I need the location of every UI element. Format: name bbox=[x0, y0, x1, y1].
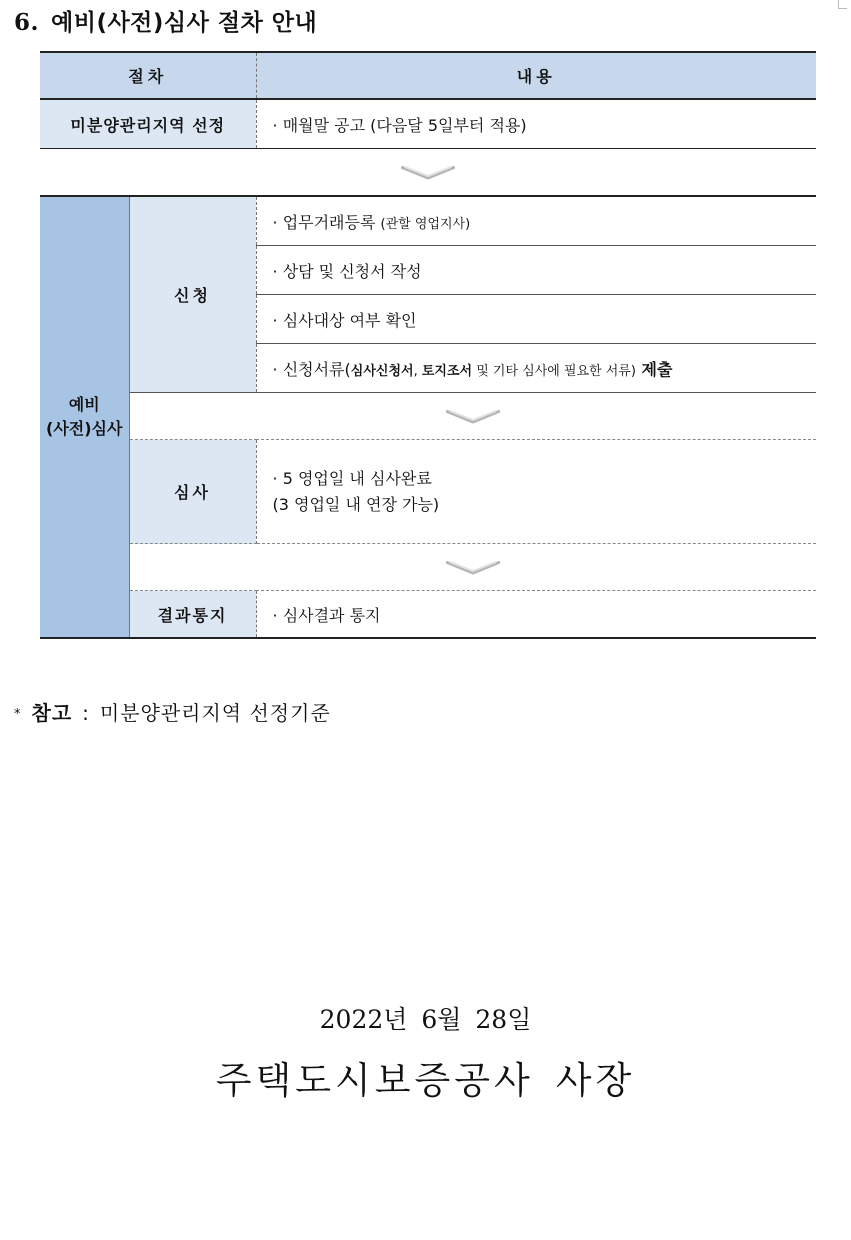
documents-bold2: 토지조서 bbox=[421, 363, 473, 379]
application-row bbox=[40, 196, 816, 246]
review-line1: · 5 영업일 내 심사완료 bbox=[272, 468, 432, 488]
application-item: · 상담 및 신청서 작성 bbox=[256, 246, 816, 295]
application-item-text: · 업무거래등록 bbox=[272, 212, 376, 232]
review-line2: (3 영업일 내 연장 가능) bbox=[272, 494, 440, 514]
procedure-table bbox=[40, 51, 816, 639]
reference-note bbox=[14, 697, 331, 726]
section-number: 6. bbox=[14, 9, 40, 36]
documents-bold1: 심사신청서 bbox=[350, 363, 414, 379]
result-label: 결과통지 bbox=[129, 591, 256, 639]
document-date: 2022년 6월 28일 bbox=[319, 1005, 532, 1034]
signature-title: 사장 bbox=[555, 1059, 636, 1102]
signature-block bbox=[0, 1050, 851, 1104]
selection-row bbox=[40, 99, 816, 149]
preliminary-label-line2: (사전)심사 bbox=[46, 419, 123, 438]
selection-label: 미분양관리지역 선정 bbox=[40, 99, 256, 149]
documents-sep: , bbox=[413, 363, 422, 379]
note-label: 참고 bbox=[31, 701, 73, 725]
application-item-documents bbox=[256, 344, 816, 393]
arrow-cell bbox=[129, 544, 816, 591]
documents-rest: 및 기타 심사에 필요한 서류) bbox=[472, 363, 636, 379]
note-colon: : bbox=[82, 701, 90, 725]
header-procedure: 절차 bbox=[40, 52, 256, 99]
application-item-note: (관할 영업지사) bbox=[380, 216, 471, 232]
section-title-text: 예비(사전)심사 절차 안내 bbox=[51, 10, 318, 36]
chevron-down-icon bbox=[401, 166, 455, 180]
note-text: 미분양관리지역 선정기준 bbox=[99, 701, 331, 725]
preliminary-review-label bbox=[40, 196, 129, 638]
arrow-row bbox=[40, 393, 816, 440]
review-label: 심사 bbox=[129, 440, 256, 544]
note-marker: * bbox=[14, 707, 22, 722]
arrow-row bbox=[40, 149, 816, 197]
section-title bbox=[14, 4, 317, 37]
arrow-row bbox=[40, 544, 816, 591]
application-label: 신청 bbox=[129, 196, 256, 393]
result-row bbox=[40, 591, 816, 639]
arrow-cell bbox=[129, 393, 816, 440]
review-row bbox=[40, 440, 816, 544]
table-header-row bbox=[40, 52, 816, 99]
signature-org: 주택도시보증공사 bbox=[215, 1059, 534, 1102]
page-corner-mark bbox=[838, 0, 847, 9]
documents-suffix: 제출 bbox=[635, 359, 673, 379]
selection-item: · 매월말 공고 (다음달 5일부터 적용) bbox=[256, 99, 816, 149]
result-item: · 심사결과 통지 bbox=[256, 591, 816, 639]
preliminary-label-line1: 예비 bbox=[68, 395, 100, 414]
review-item bbox=[256, 440, 816, 544]
chevron-down-icon bbox=[446, 561, 500, 575]
documents-prefix: · 신청서류( bbox=[272, 359, 351, 379]
header-content: 내용 bbox=[256, 52, 816, 99]
application-item bbox=[256, 196, 816, 246]
chevron-down-icon bbox=[446, 410, 500, 424]
application-item: · 심사대상 여부 확인 bbox=[256, 295, 816, 344]
arrow-cell bbox=[40, 149, 816, 197]
